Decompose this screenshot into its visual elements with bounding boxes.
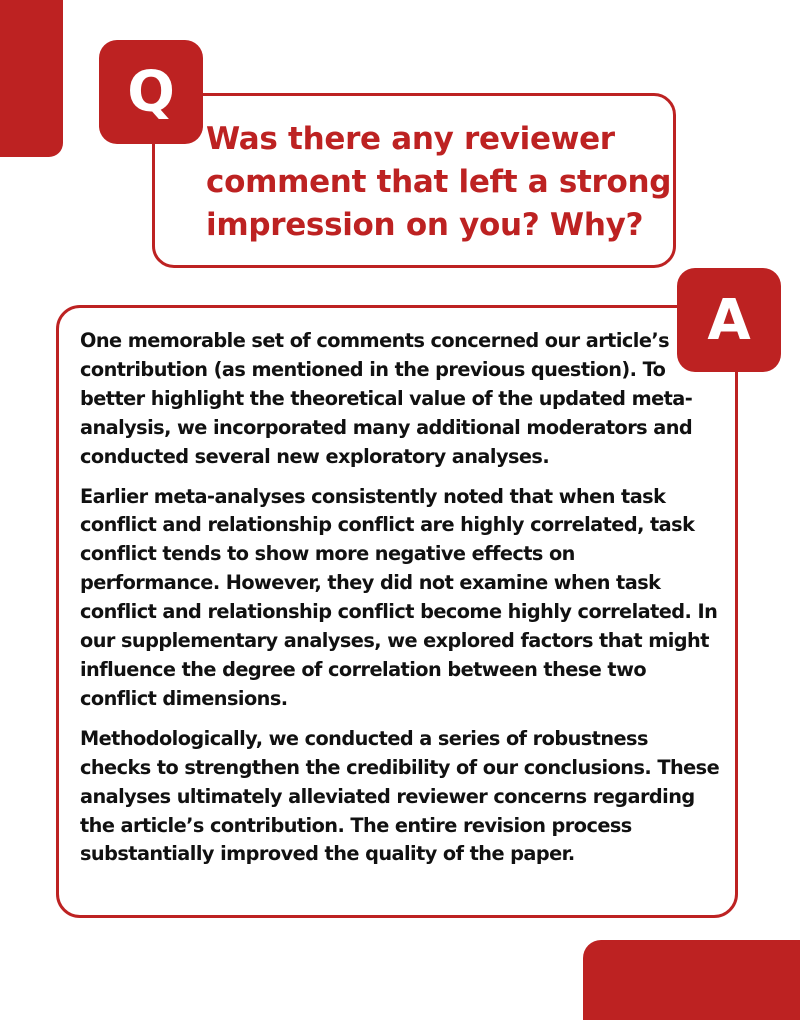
answer-badge-letter: A xyxy=(707,287,751,353)
decorative-corner-bottom-right xyxy=(583,940,800,1020)
question-badge-icon xyxy=(99,40,203,144)
question-badge-letter: Q xyxy=(127,59,175,125)
question-text: Was there any reviewer comment that left a strong impression on you? Why? xyxy=(206,121,672,243)
answer-paragraph-3: Methodologically, we conducted a series of robustness checks to strengthen the credibility of our conclusions. These analyses ultimately alleviated reviewer concerns regarding the article’s contribution. The entire revision process substantially improved the quality of the paper. xyxy=(80,726,720,866)
answer-paragraph-1: One memorable set of comments concerned our article’s contribution (as mentioned in the previous question). To better highlight the theoretical value of the updated meta-analysis, we incorporated many additional moderators and conducted several new exploratory analyses. xyxy=(80,329,693,468)
answer-content xyxy=(80,327,720,880)
decorative-corner-top-left xyxy=(0,0,63,157)
answer-paragraph-2: Earlier meta-analyses consistently noted that when task conflict and relationship conflict are highly correlated, task conflict tends to show more negative effects on performance. However, they did not examine when task conflict and relationship conflict become highly correlated. In our supplementary analyses, we explored factors that might influence the degree of correlation between these two conflict dimensions. xyxy=(80,484,718,710)
